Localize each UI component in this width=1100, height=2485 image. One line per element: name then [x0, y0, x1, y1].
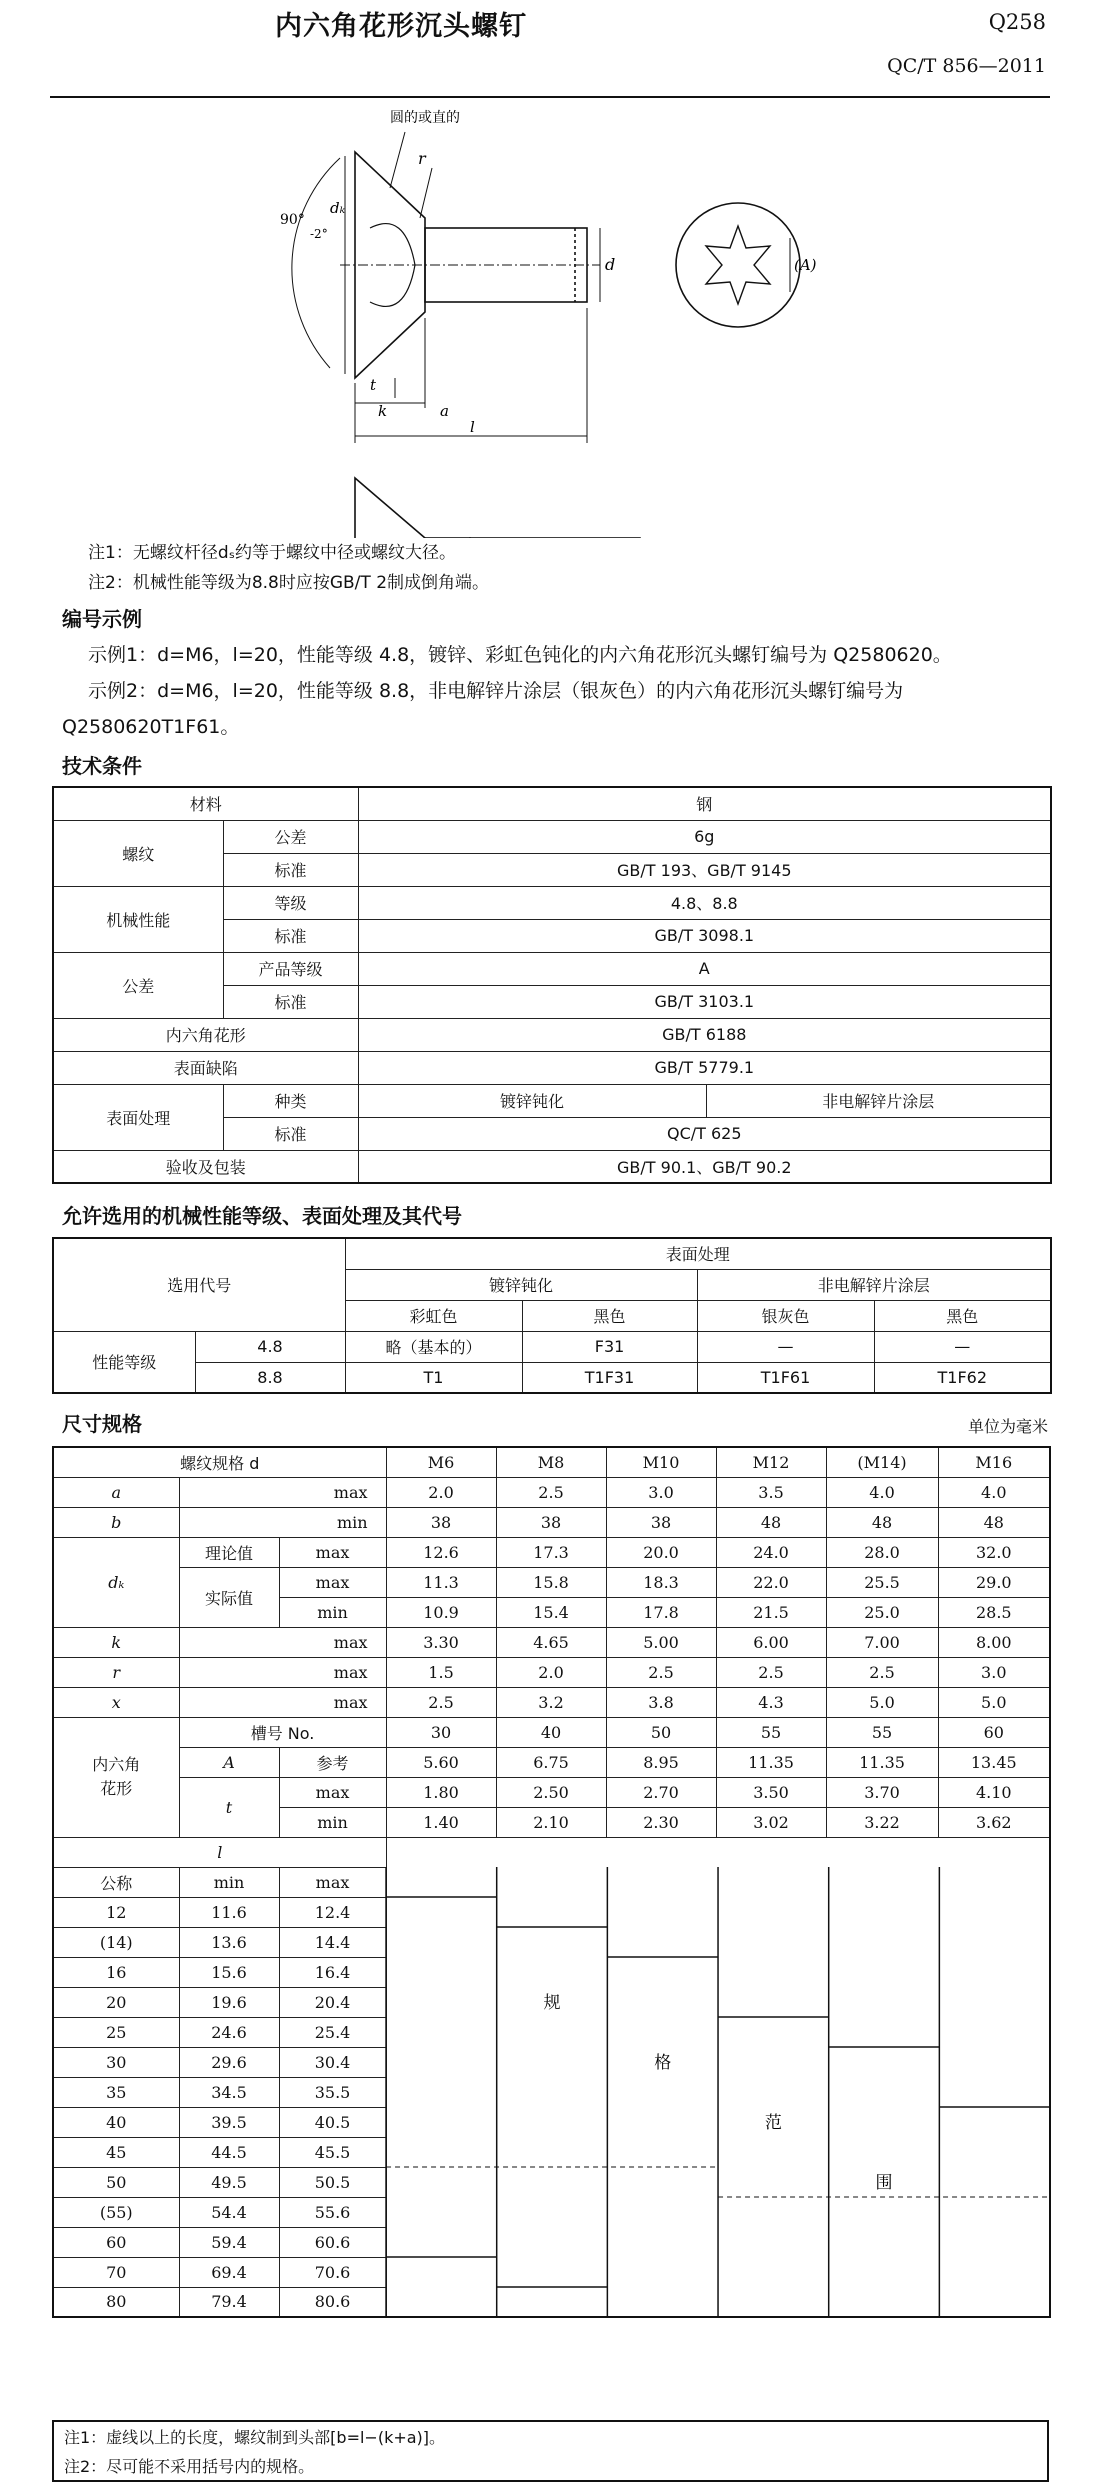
cell: 标准 — [223, 919, 358, 952]
l-nominal: 70 — [53, 2257, 179, 2287]
dims-cell: 2.10 — [496, 1807, 606, 1837]
dims-cell: 2.5 — [606, 1657, 716, 1687]
cell: — — [874, 1331, 1051, 1362]
range-word: 规 — [543, 1993, 561, 2013]
hex-label-line-1: 内六角 — [92, 1755, 141, 1774]
bottom-note-1: 注1：虚线以上的长度，螺纹制到头部[b=l−(k+a)]。 — [64, 2428, 446, 2447]
l-min: 13.6 — [179, 1927, 279, 1957]
dims-cell: 48 — [716, 1507, 826, 1537]
l-min: 34.5 — [179, 2077, 279, 2107]
label-dk: dₖ — [330, 199, 346, 217]
l-min: 54.4 — [179, 2197, 279, 2227]
example-2: 示例2：d=M6，l=20，性能等级 8.8，非电解锌片涂层（银灰色）的内六角花形沉头螺钉编号为 — [88, 680, 904, 702]
l-min: 29.6 — [179, 2047, 279, 2077]
cell: 公差 — [223, 820, 358, 853]
cell: 镀锌钝化 — [345, 1269, 697, 1300]
dims-cell: A — [179, 1747, 279, 1777]
dims-cell: 2.0 — [386, 1477, 496, 1507]
cell: 4.8、8.8 — [358, 886, 1051, 919]
label-r: r — [418, 149, 426, 168]
l-nominal: 60 — [53, 2227, 179, 2257]
dims-cell: 12.6 — [386, 1537, 496, 1567]
dims-cell: 2.0 — [496, 1657, 606, 1687]
dims-cell: 11.35 — [716, 1747, 826, 1777]
label-circle: 圆的或直的 — [390, 110, 460, 126]
dims-cell: max — [279, 1537, 386, 1567]
l-min: 39.5 — [179, 2107, 279, 2137]
dims-cell: 3.30 — [386, 1627, 496, 1657]
dims-cell: 11.35 — [826, 1747, 938, 1777]
dims-cell: max — [279, 1867, 386, 1897]
spec-header: 螺纹规格 d — [53, 1447, 386, 1477]
cell: 螺纹 — [53, 820, 223, 886]
l-max: 40.5 — [279, 2107, 386, 2137]
dims-cell: 6.00 — [716, 1627, 826, 1657]
dims-cell: 55 — [716, 1717, 826, 1747]
dims-cell: 22.0 — [716, 1567, 826, 1597]
l-nominal: (55) — [53, 2197, 179, 2227]
dims-cell: l — [53, 1837, 386, 1867]
dims-cell: 2.50 — [496, 1777, 606, 1807]
cell: A — [358, 952, 1051, 985]
l-max: 20.4 — [279, 1987, 386, 2017]
param-label: a — [53, 1477, 179, 1507]
dims-cell: 7.00 — [826, 1627, 938, 1657]
dims-cell: 28.0 — [826, 1537, 938, 1567]
dims-cell: 13.45 — [938, 1747, 1050, 1777]
dims-cell: 3.70 — [826, 1777, 938, 1807]
example-1: 示例1：d=M6，l=20，性能等级 4.8，镀锌、彩虹色钝化的内六角花形沉头螺钉编号为 Q2580620。 — [88, 644, 952, 666]
cell: 银灰色 — [697, 1300, 874, 1331]
dims-cell: 2.5 — [496, 1477, 606, 1507]
limit-label: max — [179, 1477, 386, 1507]
l-min: 59.4 — [179, 2227, 279, 2257]
cell: 材料 — [53, 787, 358, 820]
l-max: 16.4 — [279, 1957, 386, 1987]
l-max: 70.6 — [279, 2257, 386, 2287]
cell: GB/T 6188 — [358, 1018, 1051, 1051]
range-word: 范 — [764, 2113, 782, 2133]
l-min: 44.5 — [179, 2137, 279, 2167]
dims-cell: 槽号 No. — [179, 1717, 386, 1747]
dims-cell: 4.0 — [826, 1477, 938, 1507]
cell: 选用代号 — [53, 1238, 345, 1331]
param-label: dₖ — [53, 1537, 179, 1627]
l-max: 60.6 — [279, 2227, 386, 2257]
l-nominal: 16 — [53, 1957, 179, 1987]
cell: 验收及包装 — [53, 1150, 358, 1183]
dims-cell: 32.0 — [938, 1537, 1050, 1567]
l-max: 30.4 — [279, 2047, 386, 2077]
l-min: 11.6 — [179, 1897, 279, 1927]
dims-cell: 55 — [826, 1717, 938, 1747]
cell: 性能等级 — [53, 1331, 195, 1393]
dims-cell: min — [279, 1807, 386, 1837]
cell: GB/T 193、GB/T 9145 — [358, 853, 1051, 886]
dims-cell: min — [179, 1867, 279, 1897]
cell: — — [697, 1331, 874, 1362]
cell: 4.8 — [195, 1331, 345, 1362]
section-title-dims: 尺寸规格 — [62, 1412, 142, 1436]
l-min: 79.4 — [179, 2287, 279, 2317]
dims-cell: 24.0 — [716, 1537, 826, 1567]
dims-cell: 38 — [496, 1507, 606, 1537]
size-header: M16 — [938, 1447, 1050, 1477]
cell: 黑色 — [874, 1300, 1051, 1331]
cell: GB/T 3098.1 — [358, 919, 1051, 952]
dims-cell: 3.02 — [716, 1807, 826, 1837]
dims-cell: 4.3 — [716, 1687, 826, 1717]
l-nominal: 25 — [53, 2017, 179, 2047]
dims-cell: 38 — [606, 1507, 716, 1537]
dims-cell: 17.8 — [606, 1597, 716, 1627]
label-d: d — [605, 255, 616, 274]
cell: 黑色 — [522, 1300, 697, 1331]
l-max: 80.6 — [279, 2287, 386, 2317]
cell: 公差 — [53, 952, 223, 1018]
cell: 等级 — [223, 886, 358, 919]
size-header: M12 — [716, 1447, 826, 1477]
dims-cell: 5.0 — [938, 1687, 1050, 1717]
dims-cell: 3.0 — [606, 1477, 716, 1507]
cell: 略（基本的） — [345, 1331, 522, 1362]
dims-cell: 2.70 — [606, 1777, 716, 1807]
dims-cell: 4.0 — [938, 1477, 1050, 1507]
label-a: a — [440, 402, 449, 420]
cell: T1 — [345, 1362, 522, 1393]
cell: GB/T 90.1、GB/T 90.2 — [358, 1150, 1051, 1183]
cell: 种类 — [223, 1084, 358, 1117]
dims-cell: 15.8 — [496, 1567, 606, 1597]
cell: 表面缺陷 — [53, 1051, 358, 1084]
l-nominal: 35 — [53, 2077, 179, 2107]
size-header: M8 — [496, 1447, 606, 1477]
dims-cell: 公称 — [53, 1867, 179, 1897]
range-word: 围 — [875, 2173, 893, 2193]
dims-cell: 2.5 — [716, 1657, 826, 1687]
cell: F31 — [522, 1331, 697, 1362]
dims-cell: 实际值 — [179, 1567, 279, 1627]
dims-cell: 理论值 — [179, 1537, 279, 1567]
dims-cell: 20.0 — [606, 1537, 716, 1567]
unit-label: 单位为毫米 — [967, 1417, 1048, 1436]
cell: 镀锌钝化 — [358, 1084, 706, 1117]
dims-cell: 4.65 — [496, 1627, 606, 1657]
limit-label: max — [179, 1627, 386, 1657]
limit-label: max — [179, 1687, 386, 1717]
dims-cell: 2.30 — [606, 1807, 716, 1837]
dims-cell: 3.50 — [716, 1777, 826, 1807]
param-label: k — [53, 1627, 179, 1657]
size-header: (M14) — [826, 1447, 938, 1477]
dims-cell: min — [279, 1597, 386, 1627]
dims-cell: 2.5 — [386, 1687, 496, 1717]
param-label: b — [53, 1507, 179, 1537]
dims-cell: 38 — [386, 1507, 496, 1537]
section-title-numbering: 编号示例 — [62, 607, 142, 631]
range-word: 格 — [654, 2053, 672, 2073]
document-code: Q258 — [988, 10, 1046, 34]
l-nominal: 50 — [53, 2167, 179, 2197]
limit-label: min — [179, 1507, 386, 1537]
section-title-allowed: 允许选用的机械性能等级、表面处理及其代号 — [62, 1204, 462, 1228]
param-label: r — [53, 1657, 179, 1687]
l-max: 50.5 — [279, 2167, 386, 2197]
section-title-tech: 技术条件 — [62, 754, 142, 778]
standard-number: QC/T 856—2011 — [887, 55, 1046, 77]
param-label: x — [53, 1687, 179, 1717]
cell: QC/T 625 — [358, 1117, 1051, 1150]
dims-cell: max — [279, 1567, 386, 1597]
dims-cell: 3.2 — [496, 1687, 606, 1717]
l-max: 45.5 — [279, 2137, 386, 2167]
l-min: 69.4 — [179, 2257, 279, 2287]
l-max: 55.6 — [279, 2197, 386, 2227]
label-t: t — [370, 376, 377, 394]
cell: 内六角花形 — [53, 1018, 358, 1051]
cell: 机械性能 — [53, 886, 223, 952]
l-min: 49.5 — [179, 2167, 279, 2197]
cell: 非电解锌片涂层 — [697, 1269, 1051, 1300]
cell: GB/T 3103.1 — [358, 985, 1051, 1018]
cell: 标准 — [223, 985, 358, 1018]
l-max: 12.4 — [279, 1897, 386, 1927]
cell: 8.8 — [195, 1362, 345, 1393]
cell: 标准 — [223, 853, 358, 886]
dims-cell: 6.75 — [496, 1747, 606, 1777]
limit-label: max — [179, 1657, 386, 1687]
cell: 标准 — [223, 1117, 358, 1150]
dims-cell: 48 — [826, 1507, 938, 1537]
label-k: k — [378, 402, 388, 420]
dims-cell: 17.3 — [496, 1537, 606, 1567]
dims-cell: 5.0 — [826, 1687, 938, 1717]
dims-cell: 29.0 — [938, 1567, 1050, 1597]
bottom-notes — [52, 2420, 1049, 2482]
page-title: 内六角花形沉头螺钉 — [275, 11, 527, 42]
dims-cell: 25.0 — [826, 1597, 938, 1627]
size-header: M6 — [386, 1447, 496, 1477]
size-header: M10 — [606, 1447, 716, 1477]
dims-cell: 5.60 — [386, 1747, 496, 1777]
l-nominal: 45 — [53, 2137, 179, 2167]
cell: 产品等级 — [223, 952, 358, 985]
example-2-code: Q2580620T1F61。 — [62, 716, 240, 738]
dims-cell: 3.22 — [826, 1807, 938, 1837]
l-nominal: 20 — [53, 1987, 179, 2017]
cell: T1F31 — [522, 1362, 697, 1393]
dims-cell: 参考 — [279, 1747, 386, 1777]
label-angle: 90° — [280, 212, 305, 228]
l-nominal: 80 — [53, 2287, 179, 2317]
l-max: 14.4 — [279, 1927, 386, 1957]
dims-cell: 1.40 — [386, 1807, 496, 1837]
cell: 彩虹色 — [345, 1300, 522, 1331]
dims-cell: 60 — [938, 1717, 1050, 1747]
cell: T1F61 — [697, 1362, 874, 1393]
l-max: 25.4 — [279, 2017, 386, 2047]
cell: 表面处理 — [53, 1084, 223, 1150]
dims-cell: 3.5 — [716, 1477, 826, 1507]
cell: T1F62 — [874, 1362, 1051, 1393]
dims-cell: max — [279, 1777, 386, 1807]
l-max: 35.5 — [279, 2077, 386, 2107]
dims-cell: 3.0 — [938, 1657, 1050, 1687]
dims-cell: 30 — [386, 1717, 496, 1747]
l-nominal: 12 — [53, 1897, 179, 1927]
dims-cell: 48 — [938, 1507, 1050, 1537]
dims-cell: 10.9 — [386, 1597, 496, 1627]
cell: 非电解锌片涂层 — [706, 1084, 1051, 1117]
dims-cell: 5.00 — [606, 1627, 716, 1657]
cell: GB/T 5779.1 — [358, 1051, 1051, 1084]
hex-label-line-2: 花形 — [100, 1779, 133, 1798]
dims-cell: 21.5 — [716, 1597, 826, 1627]
dims-cell: 4.10 — [938, 1777, 1050, 1807]
dims-cell: 1.80 — [386, 1777, 496, 1807]
dims-cell: 18.3 — [606, 1567, 716, 1597]
cell: 表面处理 — [345, 1238, 1051, 1269]
dims-cell: 1.5 — [386, 1657, 496, 1687]
l-nominal: 40 — [53, 2107, 179, 2137]
dims-cell: 40 — [496, 1717, 606, 1747]
dims-cell: 15.4 — [496, 1597, 606, 1627]
l-nominal: (14) — [53, 1927, 179, 1957]
label-A: (A) — [794, 256, 817, 274]
dims-cell: 8.95 — [606, 1747, 716, 1777]
label-angle-tol: -2° — [310, 227, 328, 241]
l-min: 15.6 — [179, 1957, 279, 1987]
l-min: 19.6 — [179, 1987, 279, 2017]
l-min: 24.6 — [179, 2017, 279, 2047]
cell: 6g — [358, 820, 1051, 853]
note-1: 注1：无螺纹杆径dₛ约等于螺纹中径或螺纹大径。 — [88, 543, 456, 563]
dims-cell: 8.00 — [938, 1627, 1050, 1657]
dims-cell: 28.5 — [938, 1597, 1050, 1627]
bottom-note-2: 注2：尽可能不采用括号内的规格。 — [64, 2457, 315, 2476]
cell: 钢 — [358, 787, 1051, 820]
dims-cell: t — [179, 1777, 279, 1837]
dims-cell: 11.3 — [386, 1567, 496, 1597]
note-2: 注2：机械性能等级为8.8时应按GB/T 2制成倒角端。 — [88, 573, 490, 593]
dims-cell: 3.62 — [938, 1807, 1050, 1837]
dims-cell: 2.5 — [826, 1657, 938, 1687]
dims-cell: 50 — [606, 1717, 716, 1747]
dims-cell: 25.5 — [826, 1567, 938, 1597]
l-nominal: 30 — [53, 2047, 179, 2077]
label-l: l — [470, 418, 475, 436]
dims-cell: 3.8 — [606, 1687, 716, 1717]
